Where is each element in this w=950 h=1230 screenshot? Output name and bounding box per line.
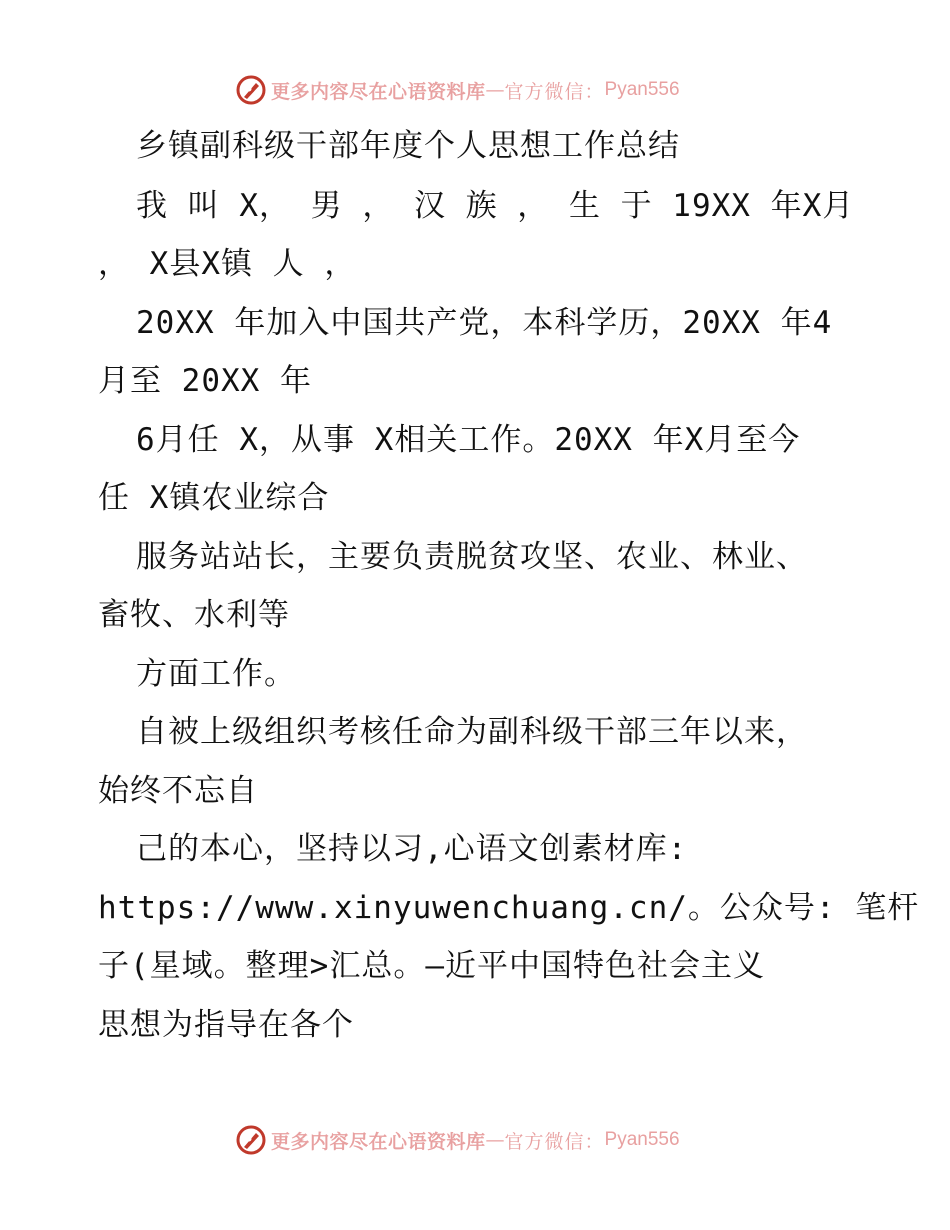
footer-banner-label: 官方微信： bbox=[504, 1130, 605, 1153]
body-line: 畜牧、水利等 bbox=[98, 597, 290, 633]
footer-banner-text: 更多内容尽在心语资料库 bbox=[271, 1130, 486, 1153]
body-line: 自被上级组织考核任命为副科级干部三年以来， bbox=[136, 714, 808, 750]
body-line: https://www.xinyuwenchuang.cn/。公众号: 笔杆 bbox=[98, 890, 920, 926]
body-line: 服务站站长，主要负责脱贫攻坚、农业、林业、 bbox=[136, 539, 808, 575]
header-banner-dash: — bbox=[485, 79, 505, 101]
body-line: 任 X镇农业综合 bbox=[98, 480, 330, 516]
header-banner bbox=[235, 72, 715, 108]
pen-logo-icon bbox=[235, 1124, 267, 1156]
body-line: 20XX 年加入中国共产党，本科学历，20XX 年4 bbox=[136, 305, 833, 341]
header-banner-label: 官方微信： bbox=[504, 80, 605, 103]
body-line: 我 叫 X， 男 ， 汉 族 ， 生 于 19XX 年X月 bbox=[136, 188, 855, 224]
body-line: 思想为指导在各个 bbox=[98, 1007, 354, 1043]
document-title: 乡镇副科级干部年度个人思想工作总结 bbox=[136, 128, 680, 164]
footer-banner-id: Pyan556 bbox=[604, 1129, 680, 1150]
header-banner-id: Pyan556 bbox=[604, 79, 680, 100]
body-line: 6月任 X，从事 X相关工作。20XX 年X月至今 bbox=[136, 422, 801, 458]
footer-banner bbox=[235, 1122, 715, 1158]
footer-banner-dash: — bbox=[485, 1129, 505, 1151]
body-line: 己的本心，坚持以习,心语文创素材库: bbox=[136, 831, 688, 867]
body-line: 月至 20XX 年 bbox=[98, 363, 312, 399]
body-line: 子(星域。整理>汇总。—近平中国特色社会主义 bbox=[98, 948, 765, 984]
body-line: ， X县X镇 人 ， bbox=[98, 246, 357, 282]
body-line: 始终不忘自 bbox=[98, 773, 258, 809]
body-line: 方面工作。 bbox=[136, 656, 296, 692]
pen-logo-icon bbox=[235, 74, 267, 106]
header-banner-text: 更多内容尽在心语资料库 bbox=[271, 80, 486, 103]
